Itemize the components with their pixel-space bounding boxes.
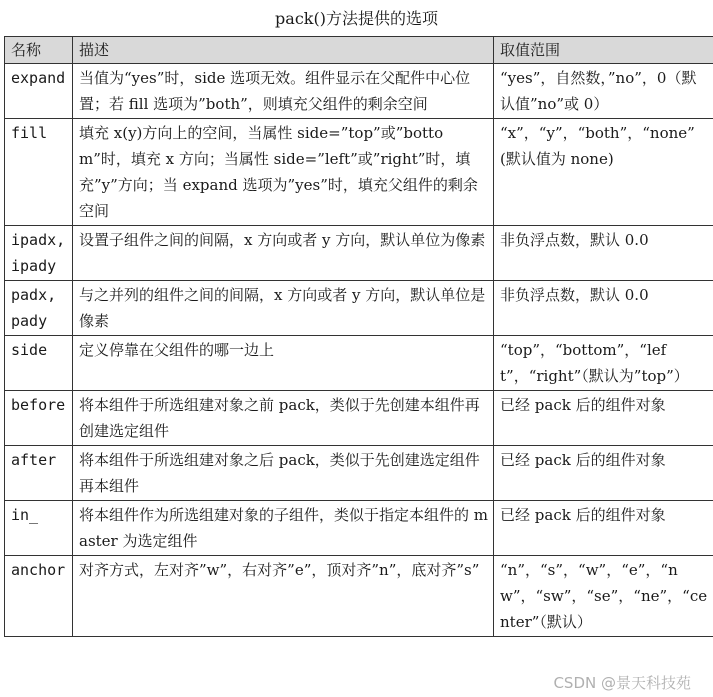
option-description: 填充 x(y)方向上的空间，当属性 side=”top”或”bottom”时，填充 x 方向；当属性 side=”left”或”right”时，填充”y”方向；当 expand 选项为”yes”时，填充父组件的剩余空间 (73, 119, 494, 226)
option-description: 将本组件于所选组建对象之后 pack，类似于先创建选定组件再本组件 (73, 446, 494, 501)
option-range: 已经 pack 后的组件对象 (494, 501, 713, 556)
option-range: “top”，“bottom”，“left”，“right”（默认为”top”） (494, 336, 713, 391)
header-description: 描述 (73, 37, 494, 64)
option-range: 已经 pack 后的组件对象 (494, 446, 713, 501)
option-range: 已经 pack 后的组件对象 (494, 391, 713, 446)
table-row (5, 336, 713, 391)
option-description: 定义停靠在父组件的哪一边上 (73, 336, 494, 391)
option-name: fill (5, 119, 73, 226)
option-range: 非负浮点数，默认 0.0 (494, 281, 713, 336)
option-description: 将本组件于所选组建对象之前 pack，类似于先创建本组件再创建选定组件 (73, 391, 494, 446)
option-description: 设置子组件之间的间隔，x 方向或者 y 方向，默认单位为像素 (73, 226, 494, 281)
table-row (5, 446, 713, 501)
option-name: before (5, 391, 73, 446)
table-caption: pack()方法提供的选项 (275, 9, 438, 28)
option-description: 当值为“yes”时，side 选项无效。组件显示在父配件中心位置；若 fill 选项为”both”，则填充父组件的剩余空间 (73, 64, 494, 119)
option-name: after (5, 446, 73, 501)
option-name: side (5, 336, 73, 391)
header-range: 取值范围 (494, 37, 713, 64)
option-range: 非负浮点数，默认 0.0 (494, 226, 713, 281)
table-row (5, 391, 713, 446)
option-range: “yes”，自然数，”no”，0（默认值”no”或 0） (494, 64, 713, 119)
table-row (5, 281, 713, 336)
table-row (5, 556, 713, 637)
pack-options-table (4, 36, 713, 637)
option-name: expand (5, 64, 73, 119)
table-row (5, 64, 713, 119)
option-range: “x”，“y”，“both”，“none” (默认值为 none) (494, 119, 713, 226)
option-description: 与之并列的组件之间的间隔，x 方向或者 y 方向，默认单位是像素 (73, 281, 494, 336)
option-description: 将本组件作为所选组建对象的子组件，类似于指定本组件的 master 为选定组件 (73, 501, 494, 556)
option-name: ipadx, ipady (5, 226, 73, 281)
table-row (5, 501, 713, 556)
option-name: padx, pady (5, 281, 73, 336)
table-row (5, 226, 713, 281)
option-description: 对齐方式，左对齐”w”，右对齐”e”，顶对齐”n”，底对齐”s” (73, 556, 494, 637)
option-name: in_ (5, 501, 73, 556)
header-row (5, 37, 713, 64)
option-name: anchor (5, 556, 73, 637)
table-row (5, 119, 713, 226)
option-range: “n”，“s”，“w”，“e”，“nw”，“sw”，“se”，“ne”，“center”（默认） (494, 556, 713, 637)
header-name: 名称 (5, 37, 73, 64)
watermark: CSDN @景天科技苑 (553, 674, 691, 692)
